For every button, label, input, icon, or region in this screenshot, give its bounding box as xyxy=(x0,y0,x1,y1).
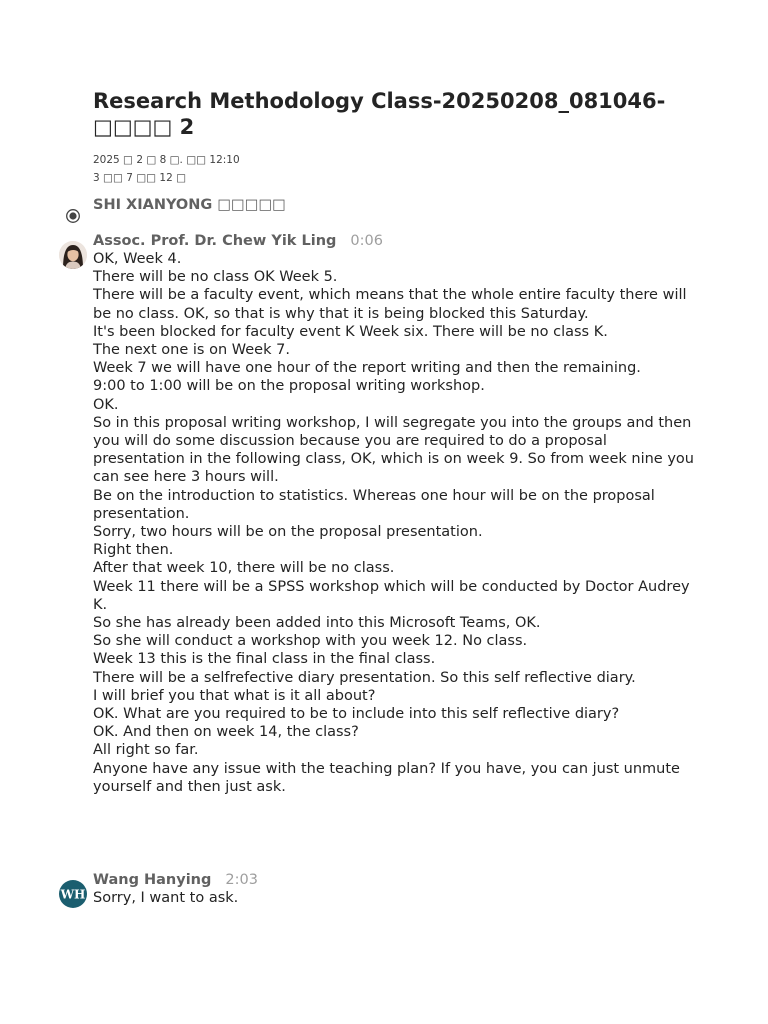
utterance-line: There will be no class OK Week 5. xyxy=(93,269,338,286)
transcript-entry xyxy=(59,196,699,214)
transcript-header xyxy=(93,88,693,187)
utterance-line: The next one is on Week 7. xyxy=(93,342,290,359)
avatar-initials: WH xyxy=(60,887,86,902)
utterance-line: Sorry, I want to ask. xyxy=(93,890,239,906)
utterance-line: All right so far. xyxy=(93,742,199,759)
utterance-line: Anyone have any issue with the teaching plan? If you have, you can just unmute yourself and then just ask. xyxy=(93,760,680,795)
utterance-line: 9:00 to 1:00 will be on the proposal writing workshop. xyxy=(93,378,485,395)
speaker-name: Assoc. Prof. Dr. Chew Yik Ling xyxy=(93,233,337,249)
profile-photo-icon xyxy=(59,241,87,269)
speaker-name: Wang Hanying xyxy=(93,872,212,888)
utterance-line: OK. And then on week 14, the class? xyxy=(93,724,359,741)
record-icon xyxy=(59,202,87,230)
speaker-name: SHI XIANYONG □□□□□ xyxy=(93,197,286,213)
utterance-text xyxy=(93,889,699,907)
meeting-date: 2025 □ 2 □ 8 □. □□ 12:10 xyxy=(93,154,240,166)
avatar xyxy=(59,241,87,269)
utterance-line: Sorry, two hours will be on the proposal presentation. xyxy=(93,524,483,541)
timestamp[interactable]: 2:03 xyxy=(225,872,258,888)
utterance-line: It's been blocked for faculty event K Week six. There will be no class K. xyxy=(93,323,608,340)
initials-avatar xyxy=(59,880,87,908)
utterance-line: So in this proposal writing workshop, I will segregate you into the groups and then you will do some discussion because you are required to do a proposal presentation in the following class, OK, which is on week 9. So from week nine you can see here 3 hours will. xyxy=(93,414,694,486)
page-title: Research Methodology Class-20250208_081046-□□□□ 2 xyxy=(93,89,666,139)
utterance-line: OK, Week 4. xyxy=(93,251,182,267)
utterance-line: So she has already been added into this Microsoft Teams, OK. xyxy=(93,615,541,632)
utterance-line: So she will conduct a workshop with you week 12. No class. xyxy=(93,633,528,650)
utterance-line: Week 13 this is the final class in the final class. xyxy=(93,651,436,668)
transcript-entry xyxy=(59,871,699,907)
transcript-entry xyxy=(59,232,699,796)
timestamp[interactable]: 0:06 xyxy=(350,233,383,249)
utterance-line: After that week 10, there will be no class. xyxy=(93,560,395,577)
utterance-line: Week 7 we will have one hour of the report writing and then the remaining. xyxy=(93,360,641,377)
utterance-line: There will be a faculty event, which means that the whole entire faculty there will be no class. OK, so that is why that it is being blocked this Saturday. xyxy=(93,287,687,322)
utterance-line: I will brief you that what is it all about? xyxy=(93,687,376,704)
utterance-text xyxy=(93,250,699,796)
avatar xyxy=(59,880,87,908)
utterance-line: OK. What are you required to be to include into this self reflective diary? xyxy=(93,706,620,723)
utterance-line: Week 11 there will be a SPSS workshop which will be conducted by Doctor Audrey K. xyxy=(93,578,690,613)
utterance-line: Be on the introduction to statistics. Whereas one hour will be on the proposal presentation. xyxy=(93,487,655,522)
utterance-line: Right then. xyxy=(93,542,174,559)
utterance-line: OK. xyxy=(93,396,119,413)
utterance-line: There will be a selfrefective diary presentation. So this self reflective diary. xyxy=(93,669,636,686)
meeting-duration: 3 □□ 7 □□ 12 □ xyxy=(93,172,187,184)
